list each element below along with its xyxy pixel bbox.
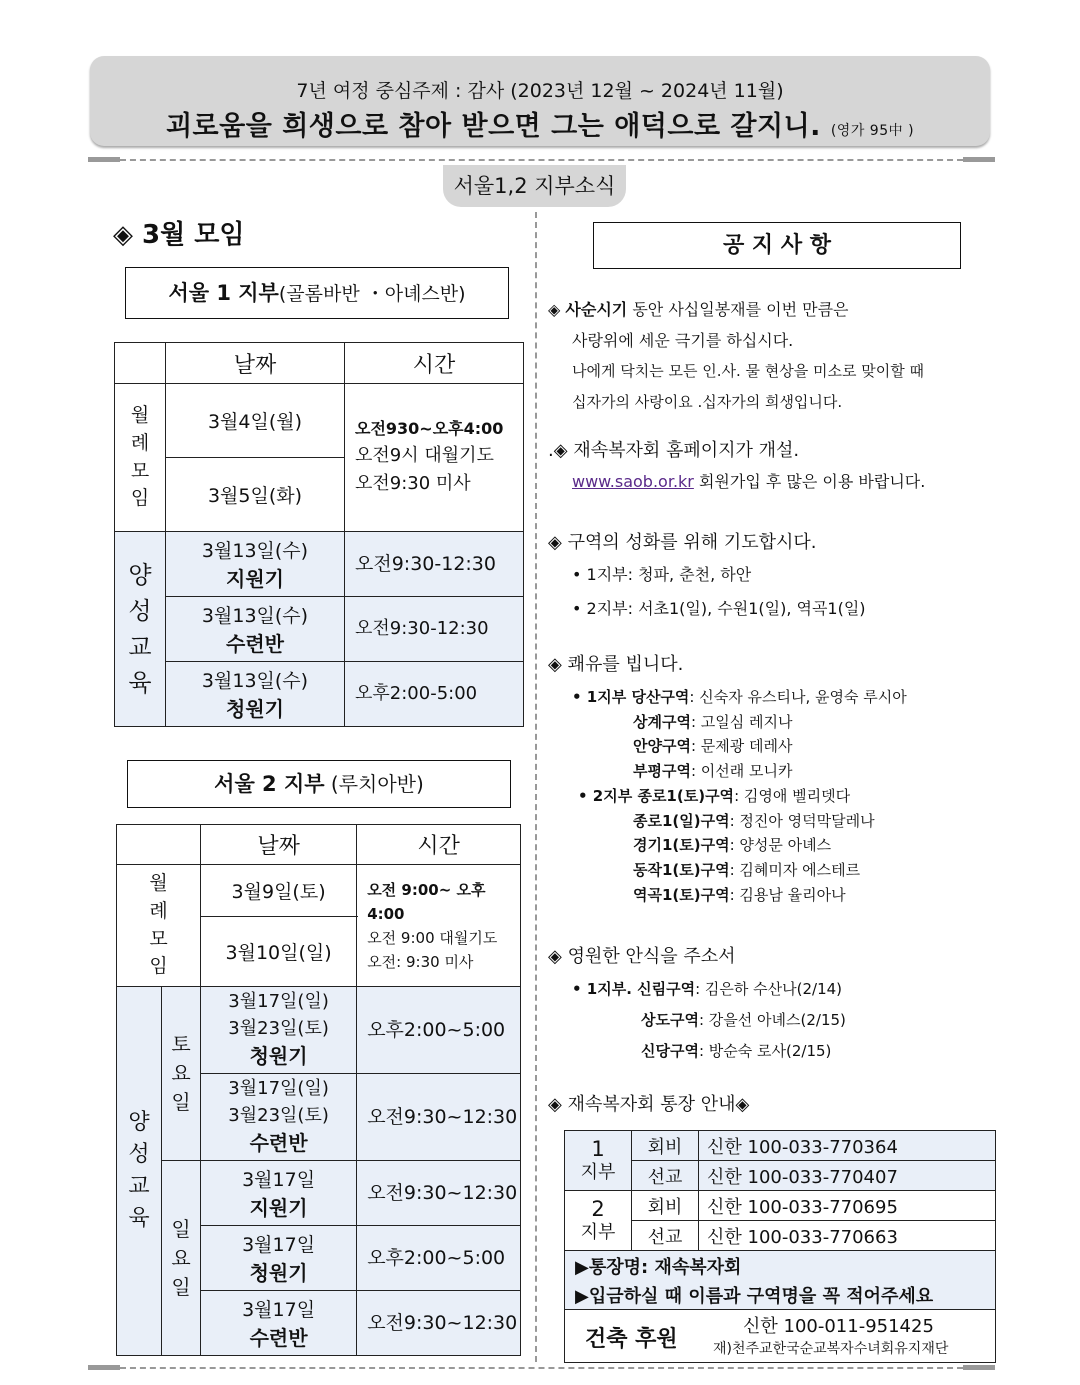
- monthly-label: 월 례 모 임: [117, 865, 201, 987]
- divider: [963, 1365, 995, 1370]
- homepage-link[interactable]: www.saob.or.kr: [572, 472, 694, 491]
- divider: [88, 157, 120, 162]
- monthly-label: 월 례 모 임: [115, 384, 166, 532]
- edu-date: 3월17일(일) 3월23일(토) 청원기: [201, 987, 357, 1074]
- divider: [120, 1367, 963, 1369]
- sunday-label: 일 요 일: [162, 1161, 201, 1356]
- monthly-date: 3월5일(화): [166, 458, 345, 532]
- edu-time: 오후2:00-5:00: [345, 662, 524, 727]
- notice-title: 공 지 사 항: [593, 222, 961, 269]
- branch1-cell: 1 지부: [565, 1131, 632, 1191]
- monthly-time: 오전 9:00~ 오후 4:00 오전 9:00 대월기도 오전: 9:30 미사: [357, 865, 521, 987]
- building-support: 건축 후원 신한 100-011-951425 재)천주교한국순교복자수녀회유지재단: [565, 1310, 996, 1363]
- notice-homepage: .◈ 재속복자회 홈페이지가 개설. www.saob.or.kr 회원가입 후 많은 이용 바랍니다.: [548, 440, 926, 491]
- edu-date: 3월17일 청원기: [201, 1226, 357, 1291]
- edu-date: 3월13일(수) 지원기: [166, 532, 345, 597]
- divider: [88, 1365, 120, 1370]
- edu-date: 3월17일 수련반: [201, 1291, 357, 1356]
- notice-recovery: ◈ 쾌유를 빕니다. • 1지부 당산구역: 신숙자 유스티나, 윤영숙 루시아 상계구역: 고일심 레지나 안양구역: 문제광 데레사 부평구역: 이선래 모니카 • 2지부 종로1(토)구역: 김영애 벨리뎃다 종로1(일)구역: 정진아 영덕막달레나 경기1(토)구역: 양성문 아녜스 동작1(토)구역: 김혜미자 에스테르 역곡1(토)구역: 김용남 율리아나: [548, 654, 907, 904]
- bank-account-table: 1 지부 회비 신한 100-033-770364 선교 신한 100-033-770407 2 지부 회비 신한 100-033-770695 선교 신한 100-033-770663 ▶통장명: 재속복자회 ▶입금하실 때 이름과 구역명을 꼭 적어주세요 건축 후원 신한 100-011-951425 재)천주교한국순교복자수녀회유지재단: [564, 1130, 996, 1363]
- edu-date: 3월13일(수) 수련반: [166, 597, 345, 662]
- monthly-date: 3월4일(월): [166, 384, 345, 458]
- edu-time: 오전9:30~12:30: [357, 1161, 521, 1226]
- account-holder: ▶통장명: 재속복자회: [565, 1251, 996, 1281]
- col-date: 날짜: [166, 343, 345, 384]
- branch2-schedule-table: [116, 824, 521, 1356]
- theme-line: 7년 여정 중심주제 : 감사 (2023년 12월 ~ 2024년 11월): [296, 80, 784, 102]
- notice-lent: ◈ 사순시기 동안 사십일봉재를 이번 만큼은 사랑위에 세운 극기를 하십시다. 나에게 닥치는 모든 인.사. 물 현상을 미소로 맞이할 때 십자가의 사랑이요 .십자가의 희생입니다.: [548, 300, 924, 411]
- monthly-time: 오전930~오후4:00 오전9시 대월기도 오전9:30 미사: [345, 384, 524, 532]
- col-date: 날짜: [201, 825, 357, 865]
- diamond-icon: ◈: [548, 300, 561, 319]
- edu-time: 오전9:30~12:30: [357, 1291, 521, 1356]
- branch1-classes: (골롬바반 ・아녜스반): [278, 283, 466, 305]
- notice-repose: ◈ 영원한 안식을 주소서 • 1지부. 신림구역: 김은하 수산나(2/14) 상도구역: 강을선 아녜스(2/15) 신당구역: 방순숙 로사(2/15): [548, 946, 846, 1060]
- col-time: 시간: [357, 825, 521, 865]
- diamond-icon: ◈: [548, 946, 562, 967]
- edu-time: 오후2:00~5:00: [357, 987, 521, 1074]
- edu-label: 양 성 교 육: [115, 532, 166, 727]
- column-divider: [535, 212, 537, 1362]
- motto-line: [90, 104, 990, 143]
- edu-date: 3월13일(수) 청원기: [166, 662, 345, 727]
- motto-ref: (영가 95中 ): [830, 123, 915, 139]
- edu-time: 오전9:30-12:30: [345, 597, 524, 662]
- branch2-classes: (루치아반): [330, 772, 424, 796]
- edu-time: 오전9:30~12:30: [357, 1074, 521, 1161]
- branch1-title: [125, 267, 509, 319]
- header-banner: [90, 56, 990, 146]
- divider: [120, 159, 963, 161]
- motto-text: 괴로움을 희생으로 참아 받으면 그는 애덕으로 갈지니.: [165, 111, 821, 142]
- monthly-date: 3월10일(일): [201, 917, 357, 987]
- col-time: 시간: [345, 343, 524, 384]
- branch2-name: 서울 2 지부: [214, 772, 325, 796]
- diamond-icon: .◈: [548, 440, 568, 461]
- edu-date: 3월17일(일) 3월23일(토) 수련반: [201, 1074, 357, 1161]
- edu-time: 오전9:30-12:30: [345, 532, 524, 597]
- diamond-icon: ◈: [548, 654, 562, 675]
- divider: [963, 157, 995, 162]
- branch1-schedule-table: [114, 342, 524, 727]
- monthly-date: 3월9일(토): [201, 865, 357, 917]
- deposit-note: ▶입금하실 때 이름과 구역명을 꼭 적어주세요: [565, 1280, 996, 1310]
- section-tab: 서울1,2 지부소식: [443, 165, 626, 207]
- section-title: ◈ 3월 모임: [113, 220, 245, 250]
- edu-label: 양 성 교 육: [117, 987, 162, 1356]
- branch2-title: [127, 760, 511, 808]
- branch1-name: 서울 1 지부: [168, 281, 279, 305]
- edu-time: 오후2:00~5:00: [357, 1226, 521, 1291]
- bank-info-title: ◈ 재속복자회 통장 안내◈: [548, 1094, 750, 1115]
- branch2-cell: 2 지부: [565, 1191, 632, 1251]
- notice-prayer: ◈ 구역의 성화를 위해 기도합시다. • 1지부: 청파, 춘천, 하안 • 2지부: 서초1(일), 수원1(일), 역곡1(일): [548, 532, 866, 618]
- edu-date: 3월17일 지원기: [201, 1161, 357, 1226]
- saturday-label: 토 요 일: [162, 987, 201, 1161]
- diamond-icon: ◈: [548, 532, 562, 553]
